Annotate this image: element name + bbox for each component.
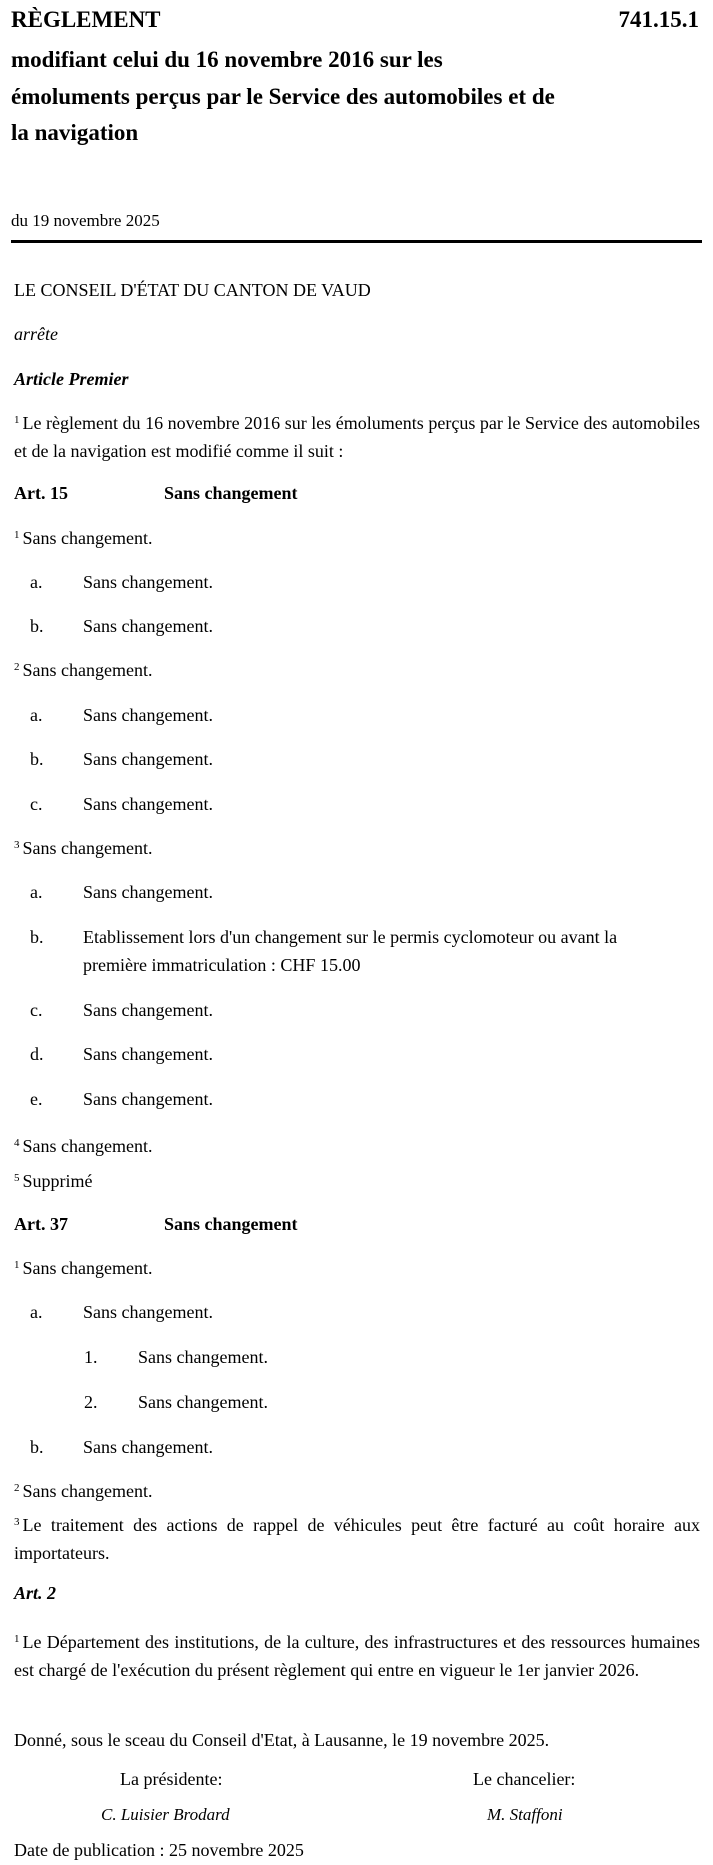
art15-paragraph-1: $^1$ Sans changement. — [14, 528, 153, 548]
document-title-line-1: modifiant celui du 16 novembre 2016 sur les — [11, 47, 443, 72]
list-item-text: Sans changement. — [83, 1000, 213, 1020]
list-letter: a. — [30, 572, 43, 592]
president-name: C. Luisier Brodard — [101, 1805, 230, 1824]
document-title-line-3: la navigation — [11, 120, 139, 145]
list-letter: b. — [30, 927, 44, 947]
art37-title: Sans changement — [164, 1214, 298, 1234]
list-item-text: Sans changement. — [83, 572, 213, 592]
art37-paragraph-1: $^1$ Sans changement. — [14, 1258, 153, 1278]
art2-heading: Art. 2 — [14, 1583, 57, 1603]
art15-paragraph-4: $^4$ Sans changement. — [14, 1136, 153, 1156]
list-letter: c. — [30, 1000, 43, 1020]
art37-paragraph-2: $^2$ Sans changement. — [14, 1481, 153, 1501]
list-item-text: Sans changement. — [83, 794, 213, 814]
article-premier-intro: $^1$ Le règlement du 16 novembre 2016 sur les émoluments perçus par le Service des automobiles et de la navigation est modifié comme il suit : — [14, 413, 700, 461]
list-letter: c. — [30, 794, 43, 814]
list-letter: a. — [30, 705, 43, 725]
publication-date: Date de publication : 25 novembre 2025 — [14, 1840, 304, 1860]
sub-list-number: 2. — [84, 1392, 98, 1412]
chancellor-label: Le chancelier: — [473, 1769, 576, 1789]
list-item-text: Etablissement lors d'un changement sur le permis cyclomoteur ou avant la — [83, 927, 618, 947]
list-item-text: Sans changement. — [83, 616, 213, 636]
list-letter: a. — [30, 882, 43, 902]
list-item-text: Sans changement. — [83, 749, 213, 769]
list-letter: a. — [30, 1302, 43, 1322]
list-letter: b. — [30, 616, 44, 636]
list-letter: b. — [30, 1437, 44, 1457]
art2-paragraph-1: $^1$ Le Département des institutions, de la culture, des infrastructures et des ressources humaines est chargé de l'exécution du présent règlement qui entre en vigueur le 1er janvier 2026. — [14, 1632, 700, 1680]
list-item-text: Sans changement. — [83, 1437, 213, 1457]
sub-list-text: Sans changement. — [138, 1392, 268, 1412]
chancellor-name: M. Staffoni — [487, 1805, 563, 1824]
document-type: RÈGLEMENT — [11, 7, 161, 32]
art15-title: Sans changement — [164, 483, 298, 503]
art15-paragraph-3: $^3$ Sans changement. — [14, 838, 153, 858]
list-item-text: Sans changement. — [83, 1302, 213, 1322]
list-item-text: Sans changement. — [83, 1089, 213, 1109]
decides-verb: arrête — [14, 324, 58, 344]
list-letter: b. — [30, 749, 44, 769]
list-letter: d. — [30, 1044, 44, 1064]
header-divider — [11, 240, 702, 243]
art37-number: Art. 37 — [14, 1214, 68, 1234]
list-letter: e. — [30, 1089, 43, 1109]
list-item-text: Sans changement. — [83, 705, 213, 725]
paragraph-number: 1 — [14, 414, 20, 426]
document-title-line-2: émoluments perçus par le Service des automobiles et de — [11, 84, 555, 109]
article-premier-heading: Article Premier — [14, 369, 129, 389]
art15-paragraph-2: $^2$ Sans changement. — [14, 660, 153, 680]
issuing-authority: LE CONSEIL D'ÉTAT DU CANTON DE VAUD — [14, 280, 371, 300]
list-item-text-continued: première immatriculation : CHF 15.00 — [83, 955, 361, 975]
art37-paragraph-3: $^3$ Le traitement des actions de rappel de véhicules peut être facturé au coût horaire aux importateurs. — [14, 1515, 700, 1563]
document-number: 741.15.1 — [618, 7, 699, 32]
art15-paragraph-5: $^5$ Supprimé — [14, 1171, 93, 1191]
president-label: La présidente: — [120, 1769, 223, 1789]
art15-number: Art. 15 — [14, 483, 68, 503]
list-item-text: Sans changement. — [83, 1044, 213, 1064]
sub-list-number: 1. — [84, 1347, 98, 1367]
list-item-text: Sans changement. — [83, 882, 213, 902]
document-date: du 19 novembre 2025 — [11, 211, 160, 230]
sub-list-text: Sans changement. — [138, 1347, 268, 1367]
given-statement: Donné, sous le sceau du Conseil d'Etat, à Lausanne, le 19 novembre 2025. — [14, 1730, 550, 1750]
